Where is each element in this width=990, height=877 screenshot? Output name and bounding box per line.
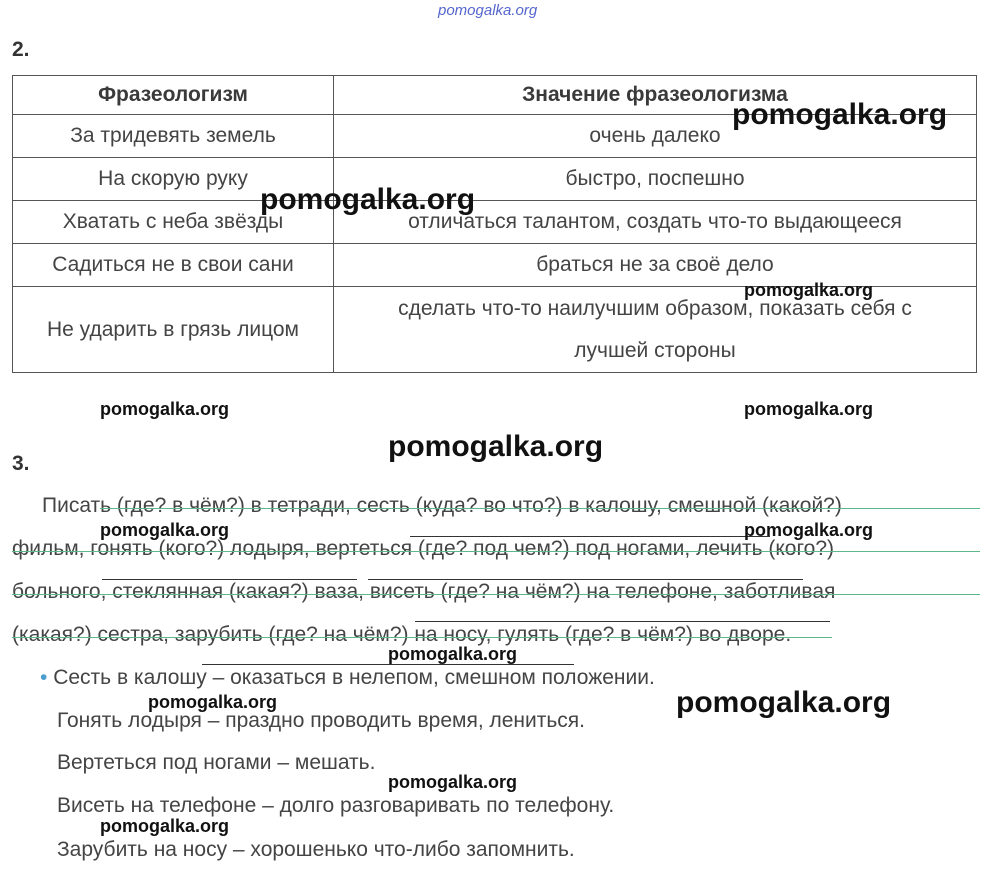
watermark: pomogalka.org bbox=[100, 520, 230, 540]
text-line-content: (какая?) сестра, зарубить (где? на чём?) на носу, гулять (где? в чём?) во дворе. bbox=[12, 623, 792, 646]
answer-item: Висеть на телефоне – долго разговаривать по телефону. bbox=[57, 794, 615, 817]
watermark: pomogalka.org bbox=[388, 430, 604, 463]
phrase-underline bbox=[410, 536, 770, 537]
phrase-cell: Хватать с неба звёзды bbox=[13, 201, 334, 244]
header-meaning: Значение фразеологизма bbox=[334, 76, 977, 115]
watermark: pomogalka.org bbox=[732, 98, 948, 131]
meaning-cell: быстро, поспешно bbox=[334, 158, 977, 201]
answer-text: Сесть в калошу – оказаться в нелепом, смешном положении. bbox=[53, 666, 655, 689]
task3-number: 3. bbox=[12, 452, 30, 475]
watermark: pomogalka.org bbox=[388, 772, 518, 792]
phrase-underline bbox=[368, 579, 803, 580]
phrase-underline bbox=[415, 621, 830, 622]
phrase-cell: Садиться не в свои сани bbox=[13, 244, 334, 287]
meaning-cell: сделать что-то наилучшим образом, показать себя с лучшей стороны bbox=[334, 287, 977, 373]
phrase-cell: Не ударить в грязь лицом bbox=[13, 287, 334, 373]
watermark: pomogalka.org bbox=[744, 399, 874, 419]
answer-item bbox=[40, 666, 655, 690]
text-line-content: больного, стеклянная (какая?) ваза, висеть (где? на чём?) на телефоне, заботливая bbox=[12, 580, 836, 603]
correction-mark bbox=[12, 594, 980, 595]
task2-number: 2. bbox=[12, 38, 30, 61]
watermark: pomogalka.org bbox=[744, 520, 874, 540]
phrase-cell: За тридевять земель bbox=[13, 115, 334, 158]
header-phrase: Фразеологизм bbox=[13, 76, 334, 115]
correction-mark bbox=[12, 551, 980, 552]
watermark: pomogalka.org bbox=[100, 399, 230, 419]
watermark-top: pomogalka.org bbox=[438, 2, 538, 19]
correction-mark bbox=[100, 508, 980, 509]
bullet-icon: • bbox=[40, 666, 48, 689]
watermark: pomogalka.org bbox=[676, 686, 892, 719]
meaning-cell: браться не за своё дело bbox=[334, 244, 977, 287]
answer-item: Зарубить на носу – хорошенько что-либо запомнить. bbox=[57, 838, 575, 861]
phrase-cell: На скорую руку bbox=[13, 158, 334, 201]
meaning-cell: отличаться талантом, создать что-то выдающееся bbox=[334, 201, 977, 244]
watermark: pomogalka.org bbox=[100, 816, 230, 836]
watermark: pomogalka.org bbox=[744, 280, 874, 300]
answer-item: Гонять лодыря – праздно проводить время, лениться. bbox=[57, 709, 586, 732]
text-line-content: Писать (где? в чём?) в тетради, сесть (куда? во что?) в калошу, смешной (какой?) bbox=[42, 494, 842, 517]
table-row bbox=[13, 158, 977, 201]
meaning-cell: очень далеко bbox=[334, 115, 977, 158]
answer-item: Вертеться под ногами – мешать. bbox=[57, 751, 376, 774]
text-line-content: фильм, гонять (кого?) лодыря, вертеться (где? под чем?) под ногами, лечить (кого?) bbox=[12, 537, 835, 560]
table-row bbox=[13, 201, 977, 244]
watermark: pomogalka.org bbox=[388, 644, 518, 664]
watermark: pomogalka.org bbox=[260, 183, 476, 216]
watermark: pomogalka.org bbox=[148, 692, 278, 712]
correction-mark bbox=[12, 637, 832, 638]
phrase-underline bbox=[102, 579, 357, 580]
